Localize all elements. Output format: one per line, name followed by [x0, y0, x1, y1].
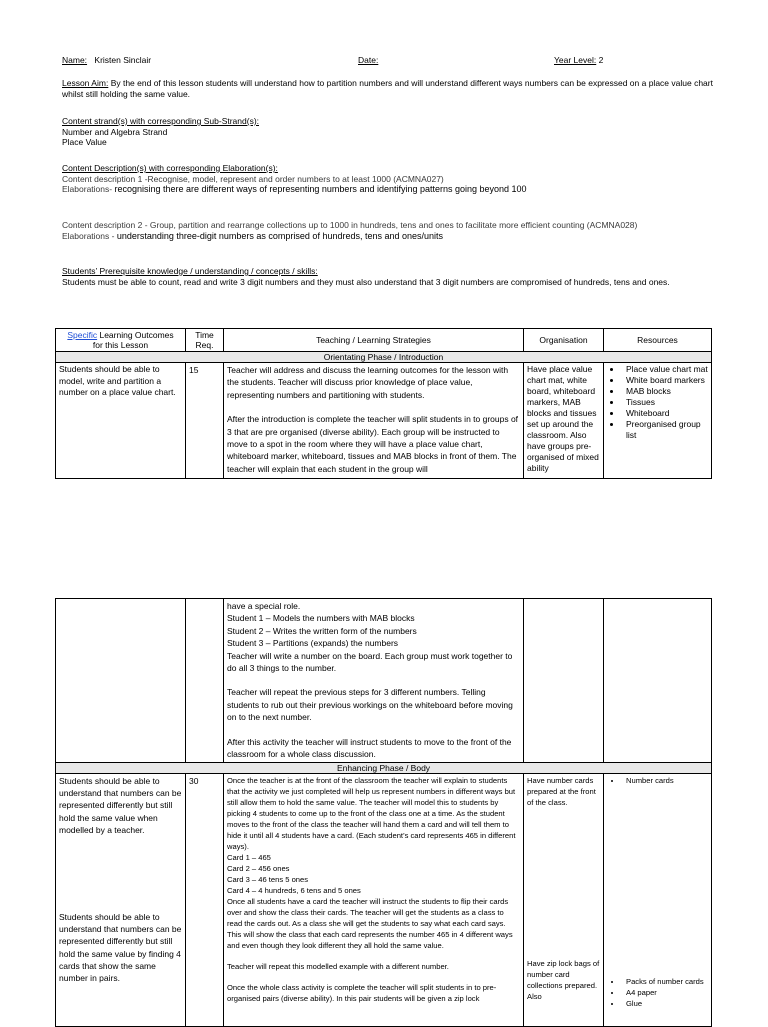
strand-line: Number and Algebra Strand	[62, 126, 168, 137]
strategy-cell-continued: have a special role. Student 1 – Models the numbers with MAB blocks Student 2 – Writes the written form of the numbers Student 3 – Partitions (expands) the numbers Teacher will write a number on the board. Each group must work together to do all 3 things to the number. Teacher will repeat the previous steps for 3 different numbers. Telling students to rub out their previous workings on the whiteboard before moving on to the next number. After this activity the teacher will instruct students to move to the front of the classroom for a whole class discussion.	[224, 599, 524, 763]
year-value: 2	[598, 55, 604, 65]
card-item: Card 1 – 465	[227, 853, 271, 862]
list-item: • Whiteboard	[622, 408, 708, 419]
specific-link[interactable]: Specific	[67, 330, 98, 340]
resources-cell	[604, 774, 712, 1027]
description-2: Content description 2 - Group, partition and rearrange collections up to 1000 in hundreds, tens and ones to facilitate more efficient counting (ACMNA028)	[62, 220, 638, 230]
name-label: Name:	[62, 55, 88, 65]
prerequisite-heading: Students’ Prerequisite knowledge / understanding / concepts / skills:	[62, 266, 318, 276]
name-line	[62, 55, 151, 66]
list-item: • Place value chart mat	[622, 364, 708, 375]
phase-enhancing: Enhancing Phase / Body	[56, 763, 712, 774]
content-description-2	[62, 220, 752, 241]
strategy-paragraph: Once the whole class activity is complete the teacher will split students in to pre-organised pairs (diverse ability). In this pair students will be given a zip lock	[227, 983, 497, 1003]
prerequisite-text: Students must be able to count, read and write 3 digit numbers and they must also understand that 3 digit numbers are compromised of hundreds, tens and ones.	[62, 276, 670, 287]
prerequisite	[62, 266, 752, 287]
strategy-paragraph: Teacher will address and discuss the learning outcomes for the lesson with the students. Teacher will discuss prior knowledge of place value, representing numbers and partitioning with students.	[227, 365, 509, 400]
list-item: • Preorganised group list	[622, 419, 708, 441]
lesson-table-page-2	[55, 598, 712, 1027]
card-item: Card 3 – 46 tens 5 ones	[227, 875, 309, 884]
organisation-cell	[524, 774, 604, 1027]
list-item: • Packs of number cards	[622, 976, 708, 987]
lesson-table-page-1	[55, 328, 712, 479]
resources-cell-empty	[604, 599, 712, 763]
phase-orientating: Orientating Phase / Introduction	[56, 352, 712, 363]
list-item: • A4 paper	[622, 987, 708, 998]
header-time: Time Req.	[186, 329, 224, 352]
organisation-cell-empty	[524, 599, 604, 763]
strategy-paragraph: Once the teacher is at the front of the classroom the teacher will explain to students that the activity we just completed will help us represent numbers in different ways but still allow them to hold the same value. The teacher will model this to students by picking 4 students to come up to the front of the class one at a time. As the student moves to the front of the class the teacher will hand them a card and will tell them to hide it until all 4 students have a card. (Each student’s card represents 465 in different ways).	[227, 776, 516, 851]
strategy-cell	[224, 363, 524, 479]
header-outcomes: Specific Learning Outcomes for this Lesson	[56, 329, 186, 352]
content-strand-heading: Content strand(s) with corresponding Sub-Strand(s):	[62, 116, 260, 126]
lesson-aim-text: By the end of this lesson students will understand how to partition numbers and will understand different ways numbers can be expressed on a place value chart	[110, 78, 713, 88]
strategy-paragraph: Teacher will repeat the previous steps for 3 different numbers. Telling students to rub out their previous workings on the whiteboard before moving on to the next number.	[227, 687, 513, 723]
substrand-line: Place Value	[62, 137, 107, 147]
outcome-2: Students should be able to understand that numbers can be represented differently but still hold the same value by finding 4 cards that show the same number in pairs.	[59, 912, 182, 984]
phase-row	[56, 352, 712, 363]
list-item: • Number cards	[622, 775, 708, 786]
time-cell-empty	[186, 599, 224, 763]
list-item: • Tissues	[622, 397, 708, 408]
card-item: Card 2 – 456 ones	[227, 864, 290, 873]
organisation-1: Have number cards prepared at the front of the class.	[527, 776, 596, 807]
strategy-paragraph: Teacher will repeat this modelled example with a different number.	[227, 962, 449, 971]
table-row	[56, 363, 712, 479]
card-item: Card 4 – 4 hundreds, 6 tens and 5 ones	[227, 886, 361, 895]
strategy-cell	[224, 774, 524, 1027]
time-cell: 15	[186, 363, 224, 479]
header-strategies: Teaching / Learning Strategies	[224, 329, 524, 352]
lesson-aim	[62, 78, 732, 99]
name-value: Kristen Sinclair	[94, 55, 152, 65]
lesson-aim-label: Lesson Aim:	[62, 78, 109, 88]
list-item: • White board markers	[622, 375, 708, 386]
outcome-cell	[56, 774, 186, 1027]
table-header-row	[56, 329, 712, 352]
organisation-cell: Have place value chart mat, white board, whiteboard markers, MAB blocks and tissues set up around the classroom. Also have groups pre- organised of mixed ability	[524, 363, 604, 479]
year-label: Year Level:	[554, 55, 597, 65]
description-1: Content description 1 -Recognise, model, represent and order numbers to at least 1000 (ACMNA027)	[62, 173, 444, 184]
strategy-paragraph: After this activity the teacher will instruct students to move to the front of the classroom for a whole class discussion.	[227, 736, 512, 760]
resources-list	[607, 976, 708, 1009]
table-row	[56, 774, 712, 1027]
time-cell: 30	[186, 774, 224, 1027]
strategy-paragraph: Once all students have a card the teacher will instruct the students to flip their cards over and show the class their cards. The teacher will get the students as a class to read the cards out. As a class she will get the students to say what each card says. This will show the class that each card represents the number 465 in 4 different ways and even though they look different they all hold the same value.	[227, 897, 513, 950]
content-strand	[62, 116, 259, 148]
elaboration-2: Elaborations - understanding three-digit numbers as comprised of hundreds, tens and ones/units	[62, 230, 444, 241]
header-resources: Resources	[604, 329, 712, 352]
content-description	[62, 163, 742, 195]
table-row	[56, 599, 712, 763]
content-description-heading: Content Description(s) with corresponding Elaboration(s):	[62, 163, 278, 173]
elaboration-1: Elaborations- recognising there are different ways of representing numbers and identifying patterns going beyond 100	[62, 184, 527, 194]
resources-list	[607, 364, 708, 441]
lesson-aim-text2: whilst still holding the same value.	[62, 88, 191, 99]
outcome-cell: Students should be able to model, write and partition a number on a place value chart.	[56, 363, 186, 479]
strategy-paragraph: After the introduction is complete the teacher will split students in to groups of 3 that are pre organised (diverse ability). Each group will be instructed to move to a spot in the room where they will have a place value chart, whiteboard marker, whiteboard, tissues and MAB blocks in front of them. The teacher will explain that each student in the group will	[227, 414, 519, 474]
header-organisation: Organisation	[524, 329, 604, 352]
year-level	[554, 55, 603, 66]
date-label: Date:	[358, 55, 379, 65]
outcome-cell-empty	[56, 599, 186, 763]
list-item: • Glue	[622, 998, 708, 1009]
organisation-2: Have zip lock bags of number card collections prepared. Also	[527, 959, 600, 1001]
resources-list	[607, 775, 708, 786]
phase-row	[56, 763, 712, 774]
outcome-1: Students should be able to understand that numbers can be represented differently but still hold the same value when modelled by a teacher.	[59, 776, 182, 835]
resources-cell	[604, 363, 712, 479]
list-item: • MAB blocks	[622, 386, 708, 397]
